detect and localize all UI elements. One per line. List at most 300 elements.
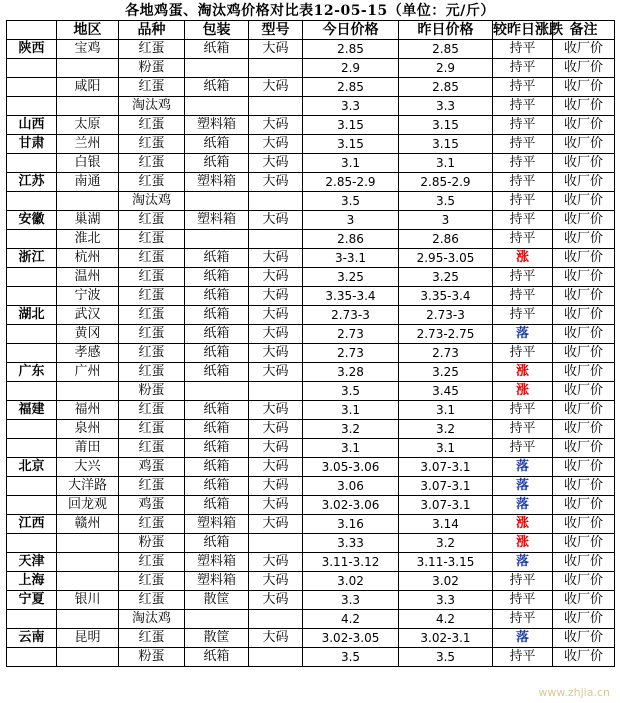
change-cell: 持平 bbox=[493, 116, 553, 135]
change-cell: 持平 bbox=[493, 97, 553, 116]
yesterday-price-cell: 3.07-3.1 bbox=[399, 458, 493, 477]
province-cell: 江苏 bbox=[7, 173, 57, 192]
table-row bbox=[7, 325, 615, 344]
yesterday-price-cell: 2.86 bbox=[399, 230, 493, 249]
table-row bbox=[7, 306, 615, 325]
today-price-cell: 2.85 bbox=[303, 40, 399, 59]
packing-cell bbox=[185, 59, 249, 78]
province-cell: 北京 bbox=[7, 458, 57, 477]
header-variety: 品种 bbox=[119, 21, 185, 40]
province-cell: 江西 bbox=[7, 515, 57, 534]
today-price-cell: 3.33 bbox=[303, 534, 399, 553]
note-cell: 收厂价 bbox=[553, 344, 615, 363]
note-cell: 收厂价 bbox=[553, 496, 615, 515]
table-row bbox=[7, 135, 615, 154]
change-cell: 持平 bbox=[493, 230, 553, 249]
variety-cell: 红蛋 bbox=[119, 572, 185, 591]
variety-cell: 红蛋 bbox=[119, 306, 185, 325]
change-cell: 持平 bbox=[493, 173, 553, 192]
variety-cell: 红蛋 bbox=[119, 230, 185, 249]
province-cell: 云南 bbox=[7, 629, 57, 648]
size-cell: 大码 bbox=[249, 344, 303, 363]
packing-cell: 纸箱 bbox=[185, 287, 249, 306]
province-cell: 天津 bbox=[7, 553, 57, 572]
note-cell: 收厂价 bbox=[553, 173, 615, 192]
packing-cell bbox=[185, 382, 249, 401]
yesterday-price-cell: 2.73 bbox=[399, 344, 493, 363]
yesterday-price-cell: 3.15 bbox=[399, 116, 493, 135]
size-cell bbox=[249, 192, 303, 211]
change-cell: 持平 bbox=[493, 59, 553, 78]
packing-cell: 纸箱 bbox=[185, 306, 249, 325]
change-cell: 持平 bbox=[493, 192, 553, 211]
change-cell: 持平 bbox=[493, 154, 553, 173]
watermark: www.zhjia.cn bbox=[538, 686, 610, 699]
table-row bbox=[7, 192, 615, 211]
variety-cell: 红蛋 bbox=[119, 477, 185, 496]
size-cell: 大码 bbox=[249, 78, 303, 97]
packing-cell: 纸箱 bbox=[185, 420, 249, 439]
today-price-cell: 3.11-3.12 bbox=[303, 553, 399, 572]
region-cell: 大洋路 bbox=[57, 477, 119, 496]
note-cell: 收厂价 bbox=[553, 192, 615, 211]
packing-cell: 散筐 bbox=[185, 591, 249, 610]
today-price-cell: 2.73 bbox=[303, 325, 399, 344]
province-cell bbox=[7, 477, 57, 496]
variety-cell: 鸡蛋 bbox=[119, 458, 185, 477]
table-row bbox=[7, 173, 615, 192]
yesterday-price-cell: 3.5 bbox=[399, 192, 493, 211]
change-cell: 涨 bbox=[493, 363, 553, 382]
packing-cell: 散筐 bbox=[185, 629, 249, 648]
size-cell: 大码 bbox=[249, 325, 303, 344]
size-cell: 大码 bbox=[249, 572, 303, 591]
size-cell: 大码 bbox=[249, 40, 303, 59]
size-cell bbox=[249, 97, 303, 116]
change-cell: 落 bbox=[493, 629, 553, 648]
price-rows bbox=[7, 40, 615, 667]
region-cell: 温州 bbox=[57, 268, 119, 287]
size-cell: 大码 bbox=[249, 154, 303, 173]
header-size: 型号 bbox=[249, 21, 303, 40]
packing-cell: 纸箱 bbox=[185, 154, 249, 173]
note-cell: 收厂价 bbox=[553, 211, 615, 230]
table-row bbox=[7, 648, 615, 667]
table-row bbox=[7, 534, 615, 553]
variety-cell: 红蛋 bbox=[119, 439, 185, 458]
variety-cell: 粉蛋 bbox=[119, 59, 185, 78]
yesterday-price-cell: 3.2 bbox=[399, 534, 493, 553]
size-cell: 大码 bbox=[249, 363, 303, 382]
region-cell: 泉州 bbox=[57, 420, 119, 439]
note-cell: 收厂价 bbox=[553, 572, 615, 591]
change-cell: 持平 bbox=[493, 268, 553, 287]
packing-cell: 纸箱 bbox=[185, 363, 249, 382]
yesterday-price-cell: 2.85 bbox=[399, 40, 493, 59]
size-cell: 大码 bbox=[249, 515, 303, 534]
note-cell: 收厂价 bbox=[553, 154, 615, 173]
size-cell bbox=[249, 382, 303, 401]
table-row bbox=[7, 401, 615, 420]
today-price-cell: 3.15 bbox=[303, 135, 399, 154]
table-row bbox=[7, 572, 615, 591]
change-cell: 落 bbox=[493, 325, 553, 344]
province-cell: 湖北 bbox=[7, 306, 57, 325]
yesterday-price-cell: 3.2 bbox=[399, 420, 493, 439]
change-cell: 落 bbox=[493, 496, 553, 515]
today-price-cell: 2.73 bbox=[303, 344, 399, 363]
yesterday-price-cell: 2.73-2.75 bbox=[399, 325, 493, 344]
variety-cell: 红蛋 bbox=[119, 553, 185, 572]
yesterday-price-cell: 3.11-3.15 bbox=[399, 553, 493, 572]
region-cell: 杭州 bbox=[57, 249, 119, 268]
variety-cell: 粉蛋 bbox=[119, 382, 185, 401]
header-note: 备注 bbox=[553, 21, 615, 40]
variety-cell: 红蛋 bbox=[119, 154, 185, 173]
note-cell: 收厂价 bbox=[553, 135, 615, 154]
table-row bbox=[7, 610, 615, 629]
province-cell bbox=[7, 382, 57, 401]
today-price-cell: 3.02-3.05 bbox=[303, 629, 399, 648]
province-cell: 福建 bbox=[7, 401, 57, 420]
table-row bbox=[7, 629, 615, 648]
province-cell bbox=[7, 534, 57, 553]
table-row bbox=[7, 363, 615, 382]
region-cell: 回龙观 bbox=[57, 496, 119, 515]
size-cell bbox=[249, 648, 303, 667]
change-cell: 涨 bbox=[493, 382, 553, 401]
variety-cell: 红蛋 bbox=[119, 135, 185, 154]
table-row bbox=[7, 382, 615, 401]
variety-cell: 红蛋 bbox=[119, 515, 185, 534]
region-cell: 兰州 bbox=[57, 135, 119, 154]
variety-cell: 红蛋 bbox=[119, 629, 185, 648]
today-price-cell: 3.1 bbox=[303, 439, 399, 458]
note-cell: 收厂价 bbox=[553, 477, 615, 496]
table-row bbox=[7, 420, 615, 439]
region-cell: 武汉 bbox=[57, 306, 119, 325]
yesterday-price-cell: 3 bbox=[399, 211, 493, 230]
region-cell: 宁波 bbox=[57, 287, 119, 306]
province-cell: 上海 bbox=[7, 572, 57, 591]
table-row bbox=[7, 439, 615, 458]
region-cell: 昆明 bbox=[57, 629, 119, 648]
region-cell: 白银 bbox=[57, 154, 119, 173]
header-packing: 包装 bbox=[185, 21, 249, 40]
page-title: 各地鸡蛋、淘汰鸡价格对比表12-05-15（单位：元/斤） bbox=[125, 3, 495, 19]
change-cell: 持平 bbox=[493, 306, 553, 325]
size-cell: 大码 bbox=[249, 591, 303, 610]
size-cell: 大码 bbox=[249, 439, 303, 458]
size-cell: 大码 bbox=[249, 629, 303, 648]
today-price-cell: 3.2 bbox=[303, 420, 399, 439]
change-cell: 落 bbox=[493, 553, 553, 572]
province-cell bbox=[7, 154, 57, 173]
today-price-cell: 3.3 bbox=[303, 97, 399, 116]
province-cell bbox=[7, 344, 57, 363]
yesterday-price-cell: 3.1 bbox=[399, 401, 493, 420]
variety-cell: 红蛋 bbox=[119, 78, 185, 97]
size-cell: 大码 bbox=[249, 420, 303, 439]
region-cell: 咸阳 bbox=[57, 78, 119, 97]
variety-cell: 红蛋 bbox=[119, 211, 185, 230]
note-cell: 收厂价 bbox=[553, 230, 615, 249]
yesterday-price-cell: 2.73-3 bbox=[399, 306, 493, 325]
today-price-cell: 3.5 bbox=[303, 192, 399, 211]
table-row bbox=[7, 59, 615, 78]
region-cell bbox=[57, 610, 119, 629]
region-cell: 广州 bbox=[57, 363, 119, 382]
variety-cell: 红蛋 bbox=[119, 249, 185, 268]
size-cell: 大码 bbox=[249, 496, 303, 515]
yesterday-price-cell: 3.15 bbox=[399, 135, 493, 154]
packing-cell: 纸箱 bbox=[185, 78, 249, 97]
table-row bbox=[7, 40, 615, 59]
note-cell: 收厂价 bbox=[553, 591, 615, 610]
variety-cell: 红蛋 bbox=[119, 591, 185, 610]
region-cell: 银川 bbox=[57, 591, 119, 610]
yesterday-price-cell: 3.45 bbox=[399, 382, 493, 401]
province-cell bbox=[7, 496, 57, 515]
today-price-cell: 3.05-3.06 bbox=[303, 458, 399, 477]
note-cell: 收厂价 bbox=[553, 629, 615, 648]
table-row bbox=[7, 230, 615, 249]
province-cell bbox=[7, 59, 57, 78]
size-cell bbox=[249, 230, 303, 249]
today-price-cell: 3.35-3.4 bbox=[303, 287, 399, 306]
yesterday-price-cell: 3.35-3.4 bbox=[399, 287, 493, 306]
province-cell: 安徽 bbox=[7, 211, 57, 230]
variety-cell: 红蛋 bbox=[119, 420, 185, 439]
note-cell: 收厂价 bbox=[553, 420, 615, 439]
packing-cell bbox=[185, 192, 249, 211]
note-cell: 收厂价 bbox=[553, 534, 615, 553]
region-cell bbox=[57, 648, 119, 667]
region-cell: 太原 bbox=[57, 116, 119, 135]
change-cell: 持平 bbox=[493, 78, 553, 97]
yesterday-price-cell: 3.3 bbox=[399, 591, 493, 610]
note-cell: 收厂价 bbox=[553, 306, 615, 325]
today-price-cell: 3.5 bbox=[303, 382, 399, 401]
packing-cell: 塑料箱 bbox=[185, 553, 249, 572]
header-region: 地区 bbox=[57, 21, 119, 40]
table-row bbox=[7, 116, 615, 135]
variety-cell: 淘汰鸡 bbox=[119, 97, 185, 116]
change-cell: 落 bbox=[493, 477, 553, 496]
today-price-cell: 3.25 bbox=[303, 268, 399, 287]
yesterday-price-cell: 3.1 bbox=[399, 439, 493, 458]
province-cell: 甘肃 bbox=[7, 135, 57, 154]
change-cell: 持平 bbox=[493, 439, 553, 458]
today-price-cell: 2.85-2.9 bbox=[303, 173, 399, 192]
province-cell bbox=[7, 439, 57, 458]
note-cell: 收厂价 bbox=[553, 325, 615, 344]
packing-cell: 纸箱 bbox=[185, 534, 249, 553]
change-cell: 持平 bbox=[493, 287, 553, 306]
table-row bbox=[7, 287, 615, 306]
header-yesterday-price: 昨日价格 bbox=[399, 21, 493, 40]
note-cell: 收厂价 bbox=[553, 648, 615, 667]
change-cell: 持平 bbox=[493, 591, 553, 610]
packing-cell: 塑料箱 bbox=[185, 173, 249, 192]
table-row bbox=[7, 477, 615, 496]
packing-cell: 纸箱 bbox=[185, 496, 249, 515]
change-cell: 持平 bbox=[493, 211, 553, 230]
variety-cell: 红蛋 bbox=[119, 363, 185, 382]
change-cell: 涨 bbox=[493, 249, 553, 268]
change-cell: 持平 bbox=[493, 401, 553, 420]
yesterday-price-cell: 3.14 bbox=[399, 515, 493, 534]
note-cell: 收厂价 bbox=[553, 78, 615, 97]
today-price-cell: 3.06 bbox=[303, 477, 399, 496]
today-price-cell: 2.73-3 bbox=[303, 306, 399, 325]
today-price-cell: 3.1 bbox=[303, 401, 399, 420]
packing-cell: 纸箱 bbox=[185, 477, 249, 496]
packing-cell: 纸箱 bbox=[185, 268, 249, 287]
packing-cell: 纸箱 bbox=[185, 249, 249, 268]
packing-cell: 塑料箱 bbox=[185, 116, 249, 135]
price-table bbox=[6, 20, 615, 667]
change-cell: 持平 bbox=[493, 344, 553, 363]
province-cell bbox=[7, 648, 57, 667]
region-cell: 南通 bbox=[57, 173, 119, 192]
yesterday-price-cell: 3.1 bbox=[399, 154, 493, 173]
province-cell: 浙江 bbox=[7, 249, 57, 268]
region-cell: 福州 bbox=[57, 401, 119, 420]
table-row bbox=[7, 591, 615, 610]
packing-cell: 纸箱 bbox=[185, 648, 249, 667]
table-row bbox=[7, 249, 615, 268]
province-cell: 宁夏 bbox=[7, 591, 57, 610]
change-cell: 涨 bbox=[493, 515, 553, 534]
today-price-cell: 3.1 bbox=[303, 154, 399, 173]
packing-cell: 纸箱 bbox=[185, 40, 249, 59]
region-cell: 莆田 bbox=[57, 439, 119, 458]
packing-cell bbox=[185, 97, 249, 116]
note-cell: 收厂价 bbox=[553, 363, 615, 382]
province-cell: 山西 bbox=[7, 116, 57, 135]
region-cell bbox=[57, 534, 119, 553]
note-cell: 收厂价 bbox=[553, 515, 615, 534]
size-cell: 大码 bbox=[249, 553, 303, 572]
variety-cell: 红蛋 bbox=[119, 344, 185, 363]
variety-cell: 淘汰鸡 bbox=[119, 610, 185, 629]
variety-cell: 红蛋 bbox=[119, 173, 185, 192]
note-cell: 收厂价 bbox=[553, 59, 615, 78]
province-cell: 广东 bbox=[7, 363, 57, 382]
region-cell bbox=[57, 59, 119, 78]
table-row bbox=[7, 458, 615, 477]
note-cell: 收厂价 bbox=[553, 382, 615, 401]
packing-cell: 纸箱 bbox=[185, 135, 249, 154]
table-row bbox=[7, 553, 615, 572]
today-price-cell: 3-3.1 bbox=[303, 249, 399, 268]
region-cell: 宝鸡 bbox=[57, 40, 119, 59]
header-today-price: 今日价格 bbox=[303, 21, 399, 40]
change-cell: 持平 bbox=[493, 610, 553, 629]
today-price-cell: 3.28 bbox=[303, 363, 399, 382]
today-price-cell: 3.02-3.06 bbox=[303, 496, 399, 515]
region-cell bbox=[57, 382, 119, 401]
region-cell bbox=[57, 553, 119, 572]
size-cell bbox=[249, 610, 303, 629]
province-cell bbox=[7, 287, 57, 306]
yesterday-price-cell: 3.07-3.1 bbox=[399, 496, 493, 515]
packing-cell: 塑料箱 bbox=[185, 515, 249, 534]
header-row bbox=[7, 21, 615, 40]
yesterday-price-cell: 3.25 bbox=[399, 363, 493, 382]
yesterday-price-cell: 2.85 bbox=[399, 78, 493, 97]
note-cell: 收厂价 bbox=[553, 610, 615, 629]
variety-cell: 粉蛋 bbox=[119, 534, 185, 553]
province-cell bbox=[7, 97, 57, 116]
size-cell bbox=[249, 534, 303, 553]
variety-cell: 红蛋 bbox=[119, 40, 185, 59]
table-row bbox=[7, 97, 615, 116]
yesterday-price-cell: 3.5 bbox=[399, 648, 493, 667]
size-cell: 大码 bbox=[249, 401, 303, 420]
yesterday-price-cell: 3.02 bbox=[399, 572, 493, 591]
packing-cell bbox=[185, 230, 249, 249]
variety-cell: 红蛋 bbox=[119, 287, 185, 306]
region-cell bbox=[57, 572, 119, 591]
size-cell: 大码 bbox=[249, 287, 303, 306]
region-cell: 大兴 bbox=[57, 458, 119, 477]
province-cell bbox=[7, 230, 57, 249]
header-province bbox=[7, 21, 57, 40]
note-cell: 收厂价 bbox=[553, 249, 615, 268]
change-cell: 持平 bbox=[493, 572, 553, 591]
variety-cell: 红蛋 bbox=[119, 325, 185, 344]
note-cell: 收厂价 bbox=[553, 439, 615, 458]
size-cell: 大码 bbox=[249, 135, 303, 154]
change-cell: 持平 bbox=[493, 420, 553, 439]
packing-cell: 塑料箱 bbox=[185, 572, 249, 591]
region-cell: 孝感 bbox=[57, 344, 119, 363]
packing-cell bbox=[185, 610, 249, 629]
variety-cell: 红蛋 bbox=[119, 268, 185, 287]
today-price-cell: 3.15 bbox=[303, 116, 399, 135]
table-row bbox=[7, 78, 615, 97]
region-cell: 黄冈 bbox=[57, 325, 119, 344]
today-price-cell: 2.86 bbox=[303, 230, 399, 249]
region-cell: 淮北 bbox=[57, 230, 119, 249]
province-cell bbox=[7, 610, 57, 629]
today-price-cell: 2.85 bbox=[303, 78, 399, 97]
size-cell: 大码 bbox=[249, 116, 303, 135]
variety-cell: 红蛋 bbox=[119, 401, 185, 420]
size-cell: 大码 bbox=[249, 268, 303, 287]
packing-cell: 纸箱 bbox=[185, 401, 249, 420]
variety-cell: 淘汰鸡 bbox=[119, 192, 185, 211]
note-cell: 收厂价 bbox=[553, 553, 615, 572]
note-cell: 收厂价 bbox=[553, 401, 615, 420]
yesterday-price-cell: 3.02-3.1 bbox=[399, 629, 493, 648]
province-cell bbox=[7, 78, 57, 97]
price-sheet bbox=[6, 2, 614, 667]
province-cell bbox=[7, 192, 57, 211]
size-cell: 大码 bbox=[249, 306, 303, 325]
table-row bbox=[7, 344, 615, 363]
table-row bbox=[7, 211, 615, 230]
province-cell bbox=[7, 325, 57, 344]
table-row bbox=[7, 515, 615, 534]
variety-cell: 鸡蛋 bbox=[119, 496, 185, 515]
yesterday-price-cell: 3.25 bbox=[399, 268, 493, 287]
change-cell: 持平 bbox=[493, 40, 553, 59]
note-cell: 收厂价 bbox=[553, 268, 615, 287]
region-cell bbox=[57, 97, 119, 116]
